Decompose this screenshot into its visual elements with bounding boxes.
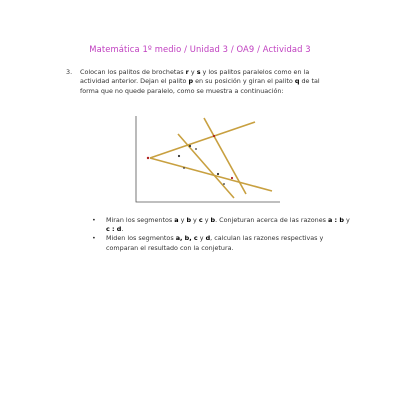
bullet-text: y: [202, 216, 211, 224]
point-marker: [178, 155, 180, 157]
stick-s: [150, 158, 272, 191]
segment-label: b: [186, 216, 192, 224]
list-item: [92, 234, 352, 252]
instruction-list: [92, 216, 352, 253]
task-text: [80, 68, 328, 96]
task-3: [66, 68, 328, 96]
sticks-figure: [134, 114, 284, 204]
stick-p: [178, 134, 234, 198]
task-text-3: y los palitos paralelos como en la actividad anterior. Dejan el palito: [80, 68, 310, 86]
task-text-4: en su posición y giran el palito: [193, 77, 295, 86]
bullet-text: Miden los segmentos: [106, 234, 176, 243]
list-item: [92, 216, 352, 234]
bullet-text: y: [191, 216, 199, 224]
point-marker: [223, 183, 225, 185]
stick-r-label: r: [185, 68, 189, 76]
bullet-icon: •: [92, 234, 96, 243]
point-marker: [183, 167, 185, 169]
stick-q: [204, 118, 246, 194]
stick-p-label: p: [188, 77, 194, 86]
bullet-text: , calculan las razones respectivas y comparan el resultado con la conjetura.: [106, 234, 324, 252]
task-text-2: y: [188, 68, 197, 76]
page-header-title: Matemática 1º medio / Unidad 3 / OA9 / Actividad 3: [89, 44, 311, 54]
bullet-text: . Conjeturan acerca de las razones: [215, 216, 329, 224]
point-marker: [213, 135, 215, 137]
point-marker: [195, 148, 197, 150]
bullet-text: y: [197, 234, 206, 243]
segment-label: d: [205, 234, 211, 243]
segment-label: a, b, c: [175, 234, 198, 243]
point-marker: [189, 145, 191, 147]
vertex-marker: [147, 157, 149, 159]
segment-label: c: [198, 216, 203, 224]
segment-label: b: [210, 216, 216, 224]
stick-s-label: s: [196, 68, 201, 76]
point-marker: [231, 177, 233, 179]
figure-frame: [136, 116, 280, 202]
task-text-1: Colocan los palitos de brochetas: [80, 68, 186, 76]
stick-r: [150, 122, 255, 158]
bullet-text: Miran los segmentos: [106, 216, 175, 224]
bullet-text: y: [178, 216, 187, 224]
bullet-icon: •: [92, 216, 96, 224]
task-text-5: de tal forma que no quede paralelo, como se muestra a continuación:: [80, 77, 320, 95]
segment-label: a: [174, 216, 179, 224]
ratio-label: a : b: [328, 216, 344, 224]
bullet-text: .: [121, 225, 124, 234]
bullet-text: y: [343, 216, 350, 224]
point-marker: [217, 173, 219, 175]
ratio-label: c : d: [106, 225, 122, 234]
stick-q-label: q: [294, 77, 300, 86]
task-number: 3.: [66, 68, 73, 76]
